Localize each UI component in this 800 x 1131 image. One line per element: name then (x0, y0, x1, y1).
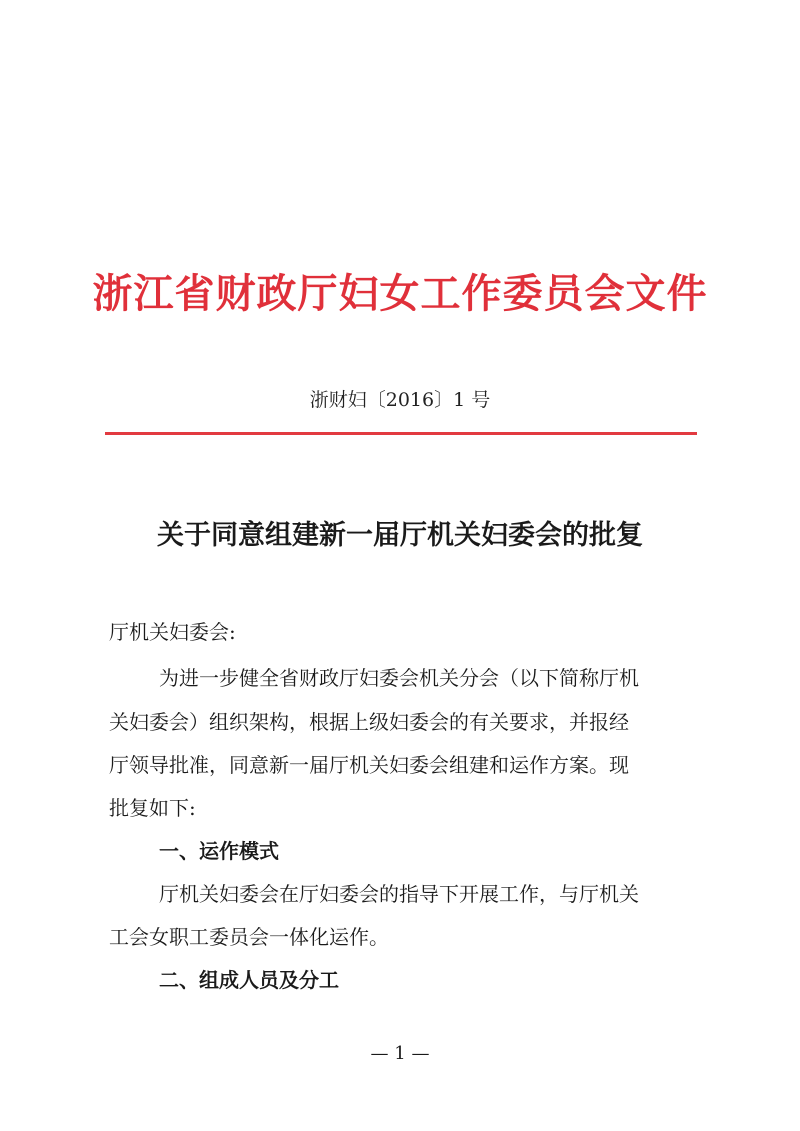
paragraph-line: 批复如下: (109, 796, 196, 820)
paragraph-line: 厅机关妇委会在厅妇委会的指导下开展工作，与厅机关 (159, 882, 639, 906)
page-number: — 1 — (370, 1043, 430, 1064)
header-divider (105, 432, 697, 435)
salutation: 厅机关妇委会: (109, 620, 236, 644)
paragraph-line: 厅领导批准，同意新一届厅机关妇委会组建和运作方案。现 (109, 753, 629, 777)
paragraph-line: 为进一步健全省财政厅妇委会机关分会（以下简称厅机 (159, 666, 639, 690)
document-header-title: 浙江省财政厅妇女工作委员会文件 (92, 270, 708, 317)
section-heading: 一、运作模式 (159, 839, 279, 863)
paragraph-line: 关妇委会）组织架构，根据上级妇委会的有关要求，并报经 (109, 710, 629, 734)
document-title: 关于同意组建新一届厅机关妇委会的批复 (157, 520, 643, 551)
document-number: 浙财妇〔2016〕1 号 (309, 389, 491, 411)
section-heading: 二、组成人员及分工 (159, 968, 339, 992)
paragraph-line: 工会女职工委员会一体化运作。 (109, 925, 389, 949)
